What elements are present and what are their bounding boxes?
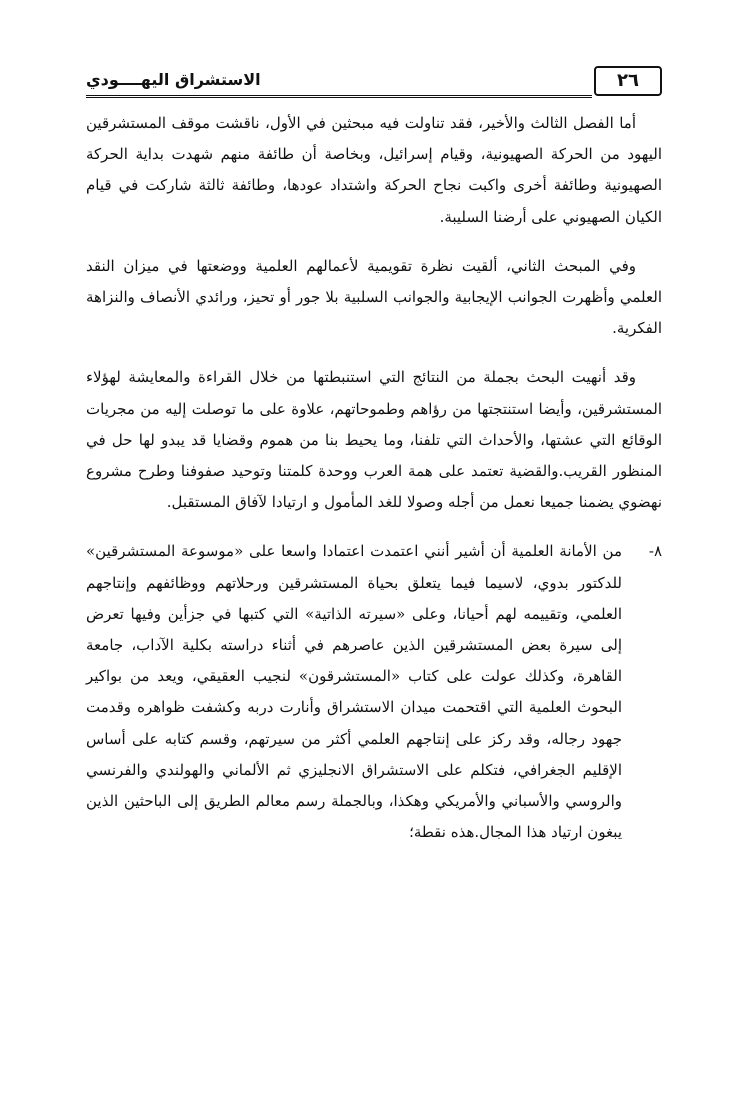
running-title: الاستشراق اليهــــودي [86,70,261,89]
body-text [86,108,662,848]
paragraph-conclusion: وقد أنهيت البحث بجملة من النتائج التي استنبطتها من خلال القراءة والمعايشة لهؤلاء المستشرقين، وأيضا استنتجتها من رؤاهم وطموحاتهم، علاوة على ما توصلت إليه من مجريات الوقائع التي عشتها، والأحداث التي تلفنا، وما يحيط بنا من هموم وقضايا قد يبدو لها حل في المنظور القريب.والقضية تعتمد على همة العرب ووحدة كلمتنا وتوحيد صفوفنا وطرح مشروع نهضوي يضمنا جميعا نعمل من أجله وصولا للغد المأمول و ارتيادا لآفاق المستقبل. [86,368,662,512]
page-header [86,64,662,98]
paragraph-second-section: وفي المبحث الثاني، ألقيت نظرة تقويمية لأعمالهم العلمية ووضعتها في ميزان النقد العلمي وأظهرت الجوانب الإيجابية والجوانب السلبية بلا جور أو تحيز، ورائدي الأنصاف والنزاهة الفكرية. [86,256,662,338]
header-rule [86,95,592,98]
item-number: ٨- [648,542,662,561]
paragraph-chapter-three: أما الفصل الثالث والأخير، فقد تناولت فيه مبحثين في الأول، ناقشت موقف المستشرقين اليهود من الحركة الصهيونية، وقيام إسرائيل، وبخاصة أن طائفة منهم شهدت بداية الحركة الصهيونية وطائفة أخرى واكبت نجاح الحركة واشتداد عودها، وطائفة ثالثة شاركت في قيام الكيان الصهيوني على أرضنا السليبة. [86,114,662,226]
item-text: من الأمانة العلمية أن أشير أنني اعتمدت اعتمادا واسعا على «موسوعة المستشرقين» للدكتور بدوي، لاسيما فيما يتعلق بحياة المستشرقين ورحلاتهم ووظائفهم وإنتاجهم العلمي، وتقييمه لهم أحيانا، وعلى «سيرته الذاتية» التي كتبها في جزأين وفيها تعرض إلى سيرة بعض المستشرقين الذين عاصرهم في أثناء دراسته بكلية الآداب، جامعة القاهرة، وكذلك عولت على كتاب «المستشرقون» لنجيب العقيقي، ويعد من بواكير البحوث العلمية التي اقتحمت ميدان الاستشراق وأنارت دربه وكشفت ظواهره وقدمت جهود رجاله، وقد ركز على إنتاجهم العلمي أكثر من سيرتهم، وقسم كتابه على أساس الإقليم الجغرافي، فتكلم على الاستشراق الانجليزي ثم الألماني والهولندي والفرنسي والروسي والأسباني والأمريكي وهكذا، وبالجملة رسم معالم الطريق إلى الباحثين الذين يبغون ارتياد هذا المجال.هذه نقطة؛ [86,542,622,842]
numbered-item-8 [86,536,662,848]
page-number: ٢٦ [594,66,662,96]
